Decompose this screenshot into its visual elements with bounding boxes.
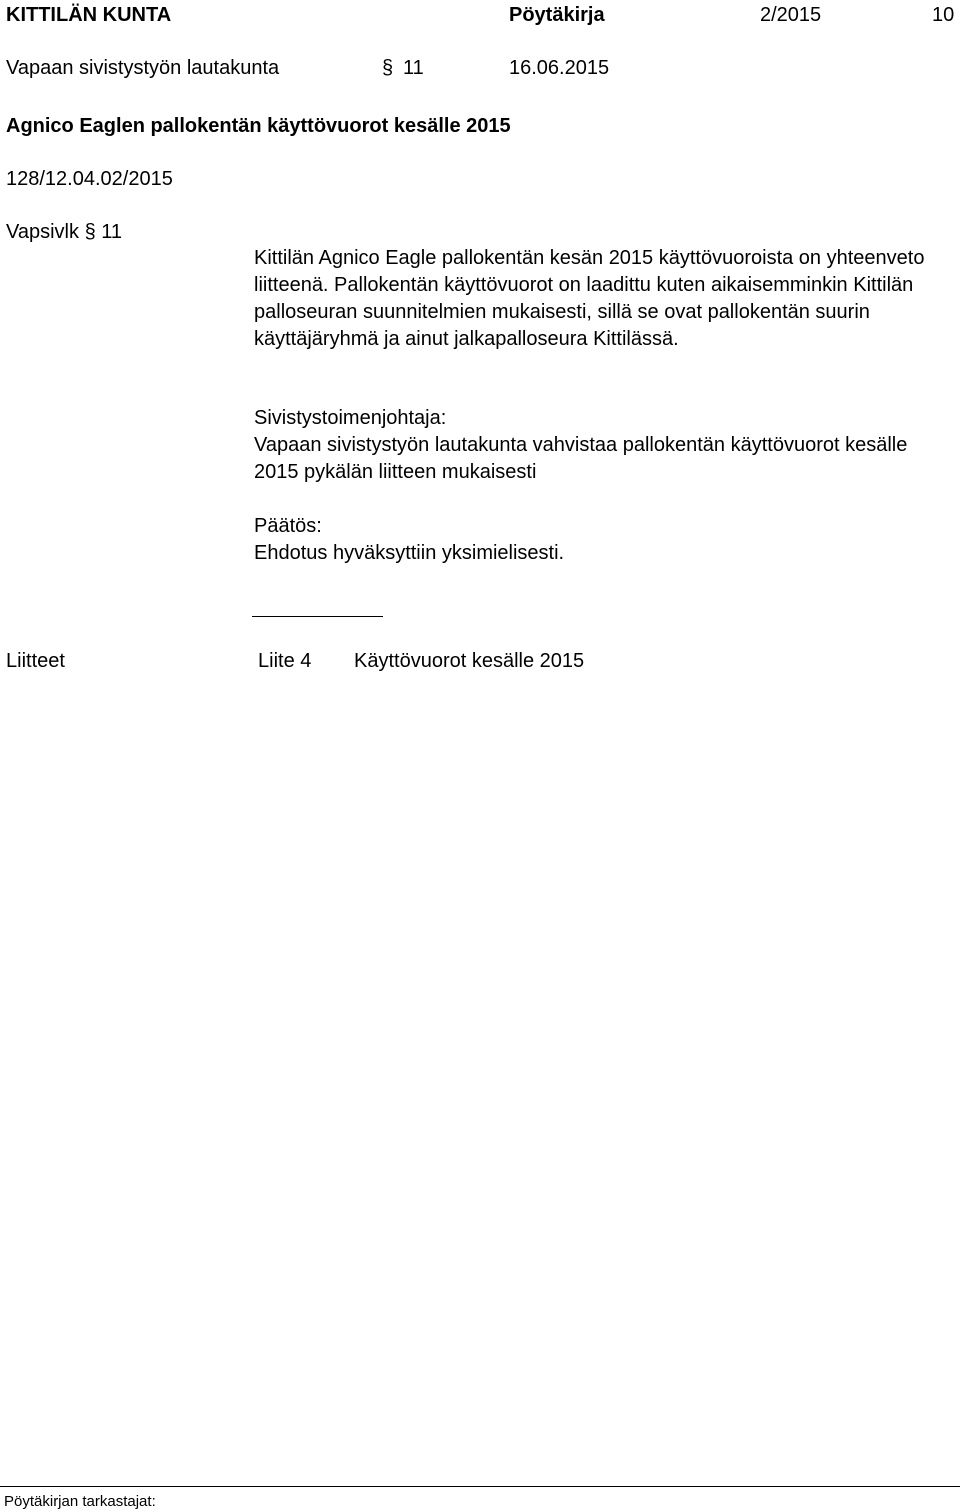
matter-title: Agnico Eaglen pallokentän käyttövuorot kesälle 2015 [6,115,511,137]
section-number: 11 [403,57,424,79]
record-id: 128/12.04.02/2015 [6,168,173,190]
reference [6,220,122,244]
body-paragraph-text: Kittilän Agnico Eagle pallokentän kesän 2015 käyttövuoroista on yhteenveto liitteenä. Pallokentän käyttövuorot on laadittu kuten aikaisemminkin Kittilän palloseuran suunnitelmien mukaisesti, sillä se ovat pallokentän suurin käyttäjäryhmä ja ainut jalkapalloseura Kittilässä. [254,247,925,350]
attachments-label: Liitteet [6,650,65,672]
decision-text: Ehdotus hyväksyttiin yksimielisesti. [254,542,565,564]
body-paragraph [254,245,954,353]
attachment-id: Liite 4 [258,650,312,672]
decision-label: Päätös: [254,515,322,537]
reference-label: Vapsivlk [6,221,79,243]
organization-name: KITTILÄN KUNTA [6,4,172,26]
board-name: Vapaan sivistystyön lautakunta [6,57,280,79]
signers-label: Pöytäkirjan tarkastajat: [4,1493,156,1510]
reference-mark: § [84,221,96,243]
footer-rule [0,1486,960,1487]
proposal-label: Sivistystoimenjohtaja: [254,407,447,429]
section-mark: § [382,57,394,79]
reference-number: 11 [101,221,123,243]
proposal-section [254,405,954,486]
meeting-date: 16.06.2015 [509,57,610,79]
attachment-title: Käyttövuorot kesälle 2015 [354,650,585,672]
document-type: Pöytäkirja [509,4,605,26]
decision-section [254,513,954,567]
document-number: 2/2015 [760,4,822,26]
signature-line [252,616,383,617]
proposal-text: Vapaan sivistystyön lautakunta vahvistaa pallokentän käyttövuorot kesälle 2015 pykälän liitteen mukaisesti [254,434,908,483]
page-number: 10 [932,4,955,26]
